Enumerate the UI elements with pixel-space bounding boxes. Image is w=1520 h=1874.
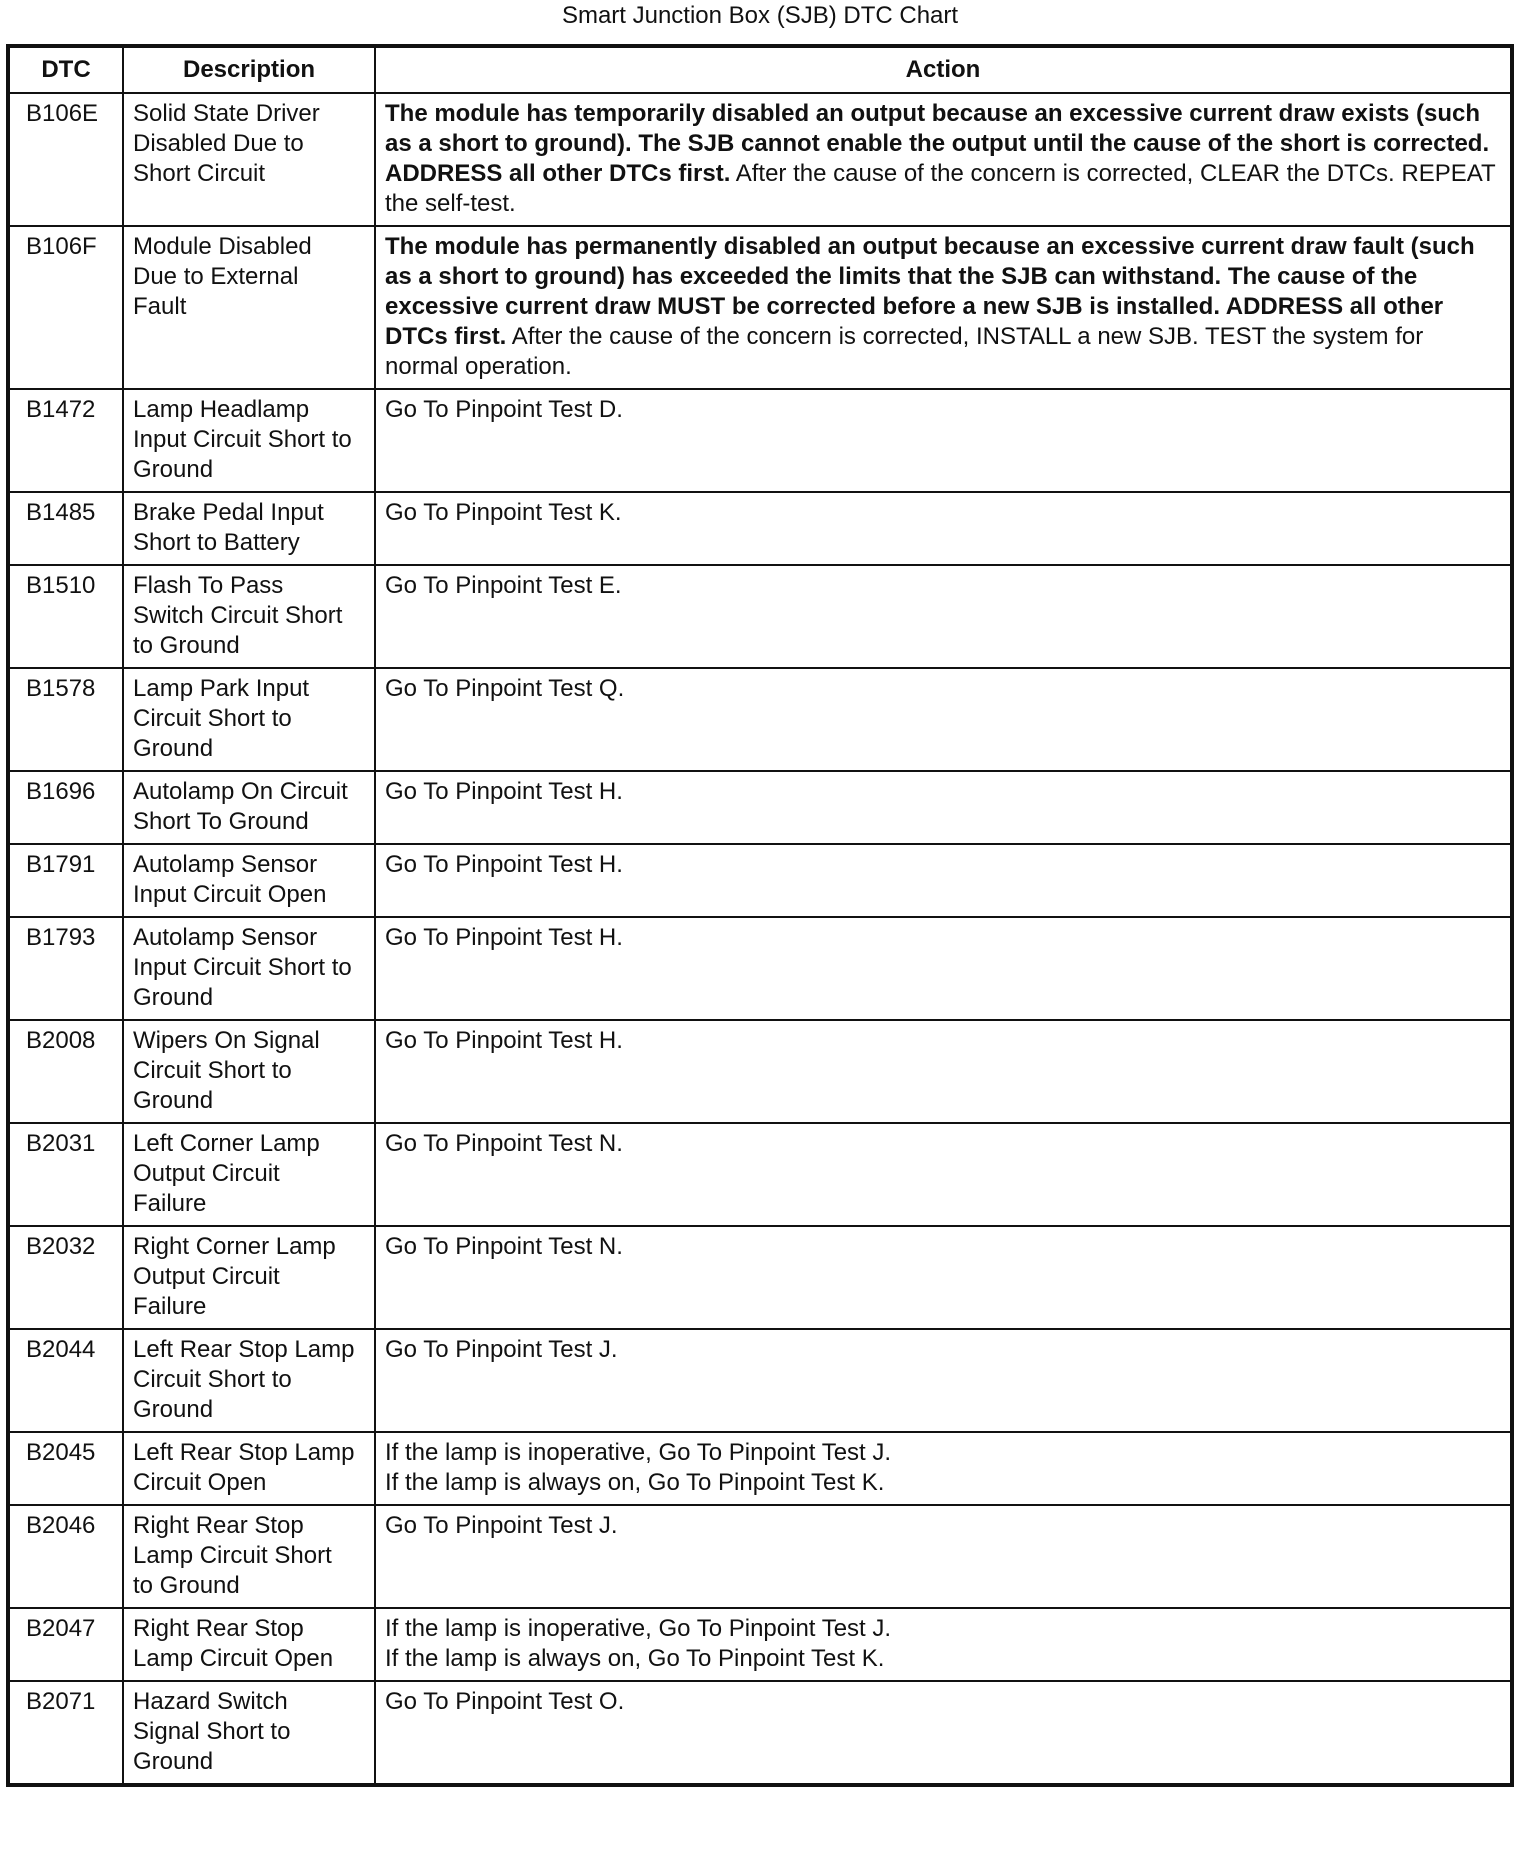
action-line: Go To Pinpoint Test K. [385,499,622,526]
table-row [8,1608,1512,1681]
description-line: Output Circuit [133,1160,280,1187]
dtc-description [123,93,375,226]
column-header-dtc: DTC [8,46,123,93]
description-line: Output Circuit [133,1263,280,1290]
action-text: After the cause of the concern is corrected, INSTALL a new SJB. TEST the system for normal operation. [385,323,1424,380]
dtc-action [375,93,1512,226]
description-line: Lamp Circuit Short [133,1542,332,1569]
dtc-action [375,492,1512,565]
dtc-description [123,1505,375,1608]
dtc-description [123,1020,375,1123]
description-line: to Ground [133,632,240,659]
description-line: Circuit Short to [133,705,292,732]
dtc-description [123,565,375,668]
action-line: Go To Pinpoint Test E. [385,572,622,599]
description-line: Circuit Short to [133,1057,292,1084]
dtc-description [123,1226,375,1329]
table-row [8,1020,1512,1123]
action-emphasis-text: The module has permanently disabled an output because an excessive current draw fault (such as a short to ground) has exceeded the limits that the SJB can withstand. The cause of the excessive current draw MUST be corrected before a new SJB is installed. ADDRESS all other DTCs first. [385,233,1475,350]
dtc-action [375,565,1512,668]
dtc-action [375,844,1512,917]
table-row [8,668,1512,771]
description-line: Right Corner Lamp [133,1233,336,1260]
dtc-action [375,1329,1512,1432]
action-emphasis-text: The module has temporarily disabled an output because an excessive current draw exists (such as a short to ground). The SJB cannot enable the output until the cause of the short is corrected. ADDRESS all other DTCs first. [385,100,1490,187]
description-line: Circuit Open [133,1469,267,1496]
dtc-code: B1510 [8,565,123,668]
description-line: Autolamp Sensor [133,924,318,951]
description-line: Right Rear Stop [133,1512,304,1539]
description-line: Ground [133,735,214,762]
action-line: Go To Pinpoint Test H. [385,924,623,951]
action-line: Go To Pinpoint Test J. [385,1512,618,1539]
dtc-code: B1485 [8,492,123,565]
dtc-code: B2071 [8,1681,123,1785]
dtc-description [123,1329,375,1432]
dtc-code: B2046 [8,1505,123,1608]
description-line: Ground [133,1087,214,1114]
description-line: Short to Battery [133,529,300,556]
description-line: Autolamp On Circuit [133,778,348,805]
description-line: Input Circuit Short to [133,954,352,981]
description-line: Due to External [133,263,299,290]
dtc-code: B2008 [8,1020,123,1123]
description-line: Left Corner Lamp [133,1130,320,1157]
page-title: Smart Junction Box (SJB) DTC Chart [561,2,959,29]
description-line: Ground [133,1396,214,1423]
description-line: Module Disabled [133,233,312,260]
description-line: Wipers On Signal [133,1027,320,1054]
description-line: Autolamp Sensor [133,851,318,878]
dtc-action [375,1226,1512,1329]
dtc-code: B106F [8,226,123,389]
description-line: Failure [133,1190,207,1217]
action-line: If the lamp is inoperative, Go To Pinpoint Test J. [385,1615,892,1642]
dtc-action [375,771,1512,844]
dtc-code: B1472 [8,389,123,492]
description-line: Failure [133,1293,207,1320]
description-line: Input Circuit Open [133,881,327,908]
column-header-description: Description [123,46,375,93]
description-line: Input Circuit Short to [133,426,352,453]
dtc-action [375,1608,1512,1681]
action-line: Go To Pinpoint Test Q. [385,675,625,702]
dtc-code: B1791 [8,844,123,917]
action-line: Go To Pinpoint Test H. [385,851,623,878]
description-line: Ground [133,1748,214,1775]
description-line: Lamp Park Input [133,675,310,702]
table-row [8,565,1512,668]
dtc-code: B2031 [8,1123,123,1226]
description-line: Lamp Headlamp [133,396,310,423]
dtc-description [123,844,375,917]
dtc-action [375,1020,1512,1123]
dtc-description [123,1432,375,1505]
table-row [8,1123,1512,1226]
dtc-description [123,1681,375,1785]
action-line: Go To Pinpoint Test N. [385,1130,623,1157]
description-line: Short To Ground [133,808,309,835]
dtc-action [375,1681,1512,1785]
dtc-description [123,389,375,492]
description-line: Hazard Switch [133,1688,288,1715]
description-line: Flash To Pass [133,572,284,599]
action-line: Go To Pinpoint Test H. [385,778,623,805]
action-line: If the lamp is inoperative, Go To Pinpoint Test J. [385,1439,892,1466]
dtc-description [123,1608,375,1681]
table-body [8,93,1512,1785]
dtc-description [123,1123,375,1226]
table-row [8,771,1512,844]
dtc-table [6,44,1514,1787]
description-line: Short Circuit [133,160,266,187]
description-line: Signal Short to [133,1718,291,1745]
table-row [8,389,1512,492]
column-header-action: Action [375,46,1512,93]
table-row [8,844,1512,917]
description-line: Switch Circuit Short [133,602,343,629]
dtc-code: B1696 [8,771,123,844]
table-row [8,93,1512,226]
description-line: Left Rear Stop Lamp [133,1336,355,1363]
action-line: Go To Pinpoint Test J. [385,1336,618,1363]
table-row [8,917,1512,1020]
dtc-description [123,492,375,565]
table-row [8,226,1512,389]
table-row [8,492,1512,565]
dtc-description [123,771,375,844]
dtc-code: B1793 [8,917,123,1020]
action-line: If the lamp is always on, Go To Pinpoint Test K. [385,1469,885,1496]
description-line: Lamp Circuit Open [133,1645,334,1672]
dtc-action [375,389,1512,492]
action-line: Go To Pinpoint Test N. [385,1233,623,1260]
action-line: Go To Pinpoint Test O. [385,1688,625,1715]
dtc-action [375,917,1512,1020]
description-line: Ground [133,984,214,1011]
dtc-code: B2045 [8,1432,123,1505]
dtc-code: B2044 [8,1329,123,1432]
description-line: Ground [133,456,214,483]
dtc-code: B2032 [8,1226,123,1329]
dtc-action [375,1505,1512,1608]
table-row [8,1432,1512,1505]
table-row [8,1226,1512,1329]
dtc-description [123,917,375,1020]
description-line: to Ground [133,1572,240,1599]
dtc-description [123,668,375,771]
dtc-code: B2047 [8,1608,123,1681]
description-line: Left Rear Stop Lamp [133,1439,355,1466]
action-line: Go To Pinpoint Test H. [385,1027,623,1054]
description-line: Circuit Short to [133,1366,292,1393]
dtc-code: B106E [8,93,123,226]
description-line: Disabled Due to [133,130,304,157]
dtc-code: B1578 [8,668,123,771]
action-line: Go To Pinpoint Test D. [385,396,623,423]
dtc-action [375,226,1512,389]
table-header-row [8,46,1512,93]
description-line: Fault [133,293,187,320]
description-line: Solid State Driver [133,100,320,127]
description-line: Right Rear Stop [133,1615,304,1642]
table-row [8,1329,1512,1432]
dtc-description [123,226,375,389]
action-line: If the lamp is always on, Go To Pinpoint Test K. [385,1645,885,1672]
dtc-action [375,1432,1512,1505]
dtc-action [375,668,1512,771]
dtc-action [375,1123,1512,1226]
table-row [8,1505,1512,1608]
table-row [8,1681,1512,1785]
action-text: After the cause of the concern is corrected, CLEAR the DTCs. REPEAT the self-test. [385,160,1496,217]
description-line: Brake Pedal Input [133,499,324,526]
